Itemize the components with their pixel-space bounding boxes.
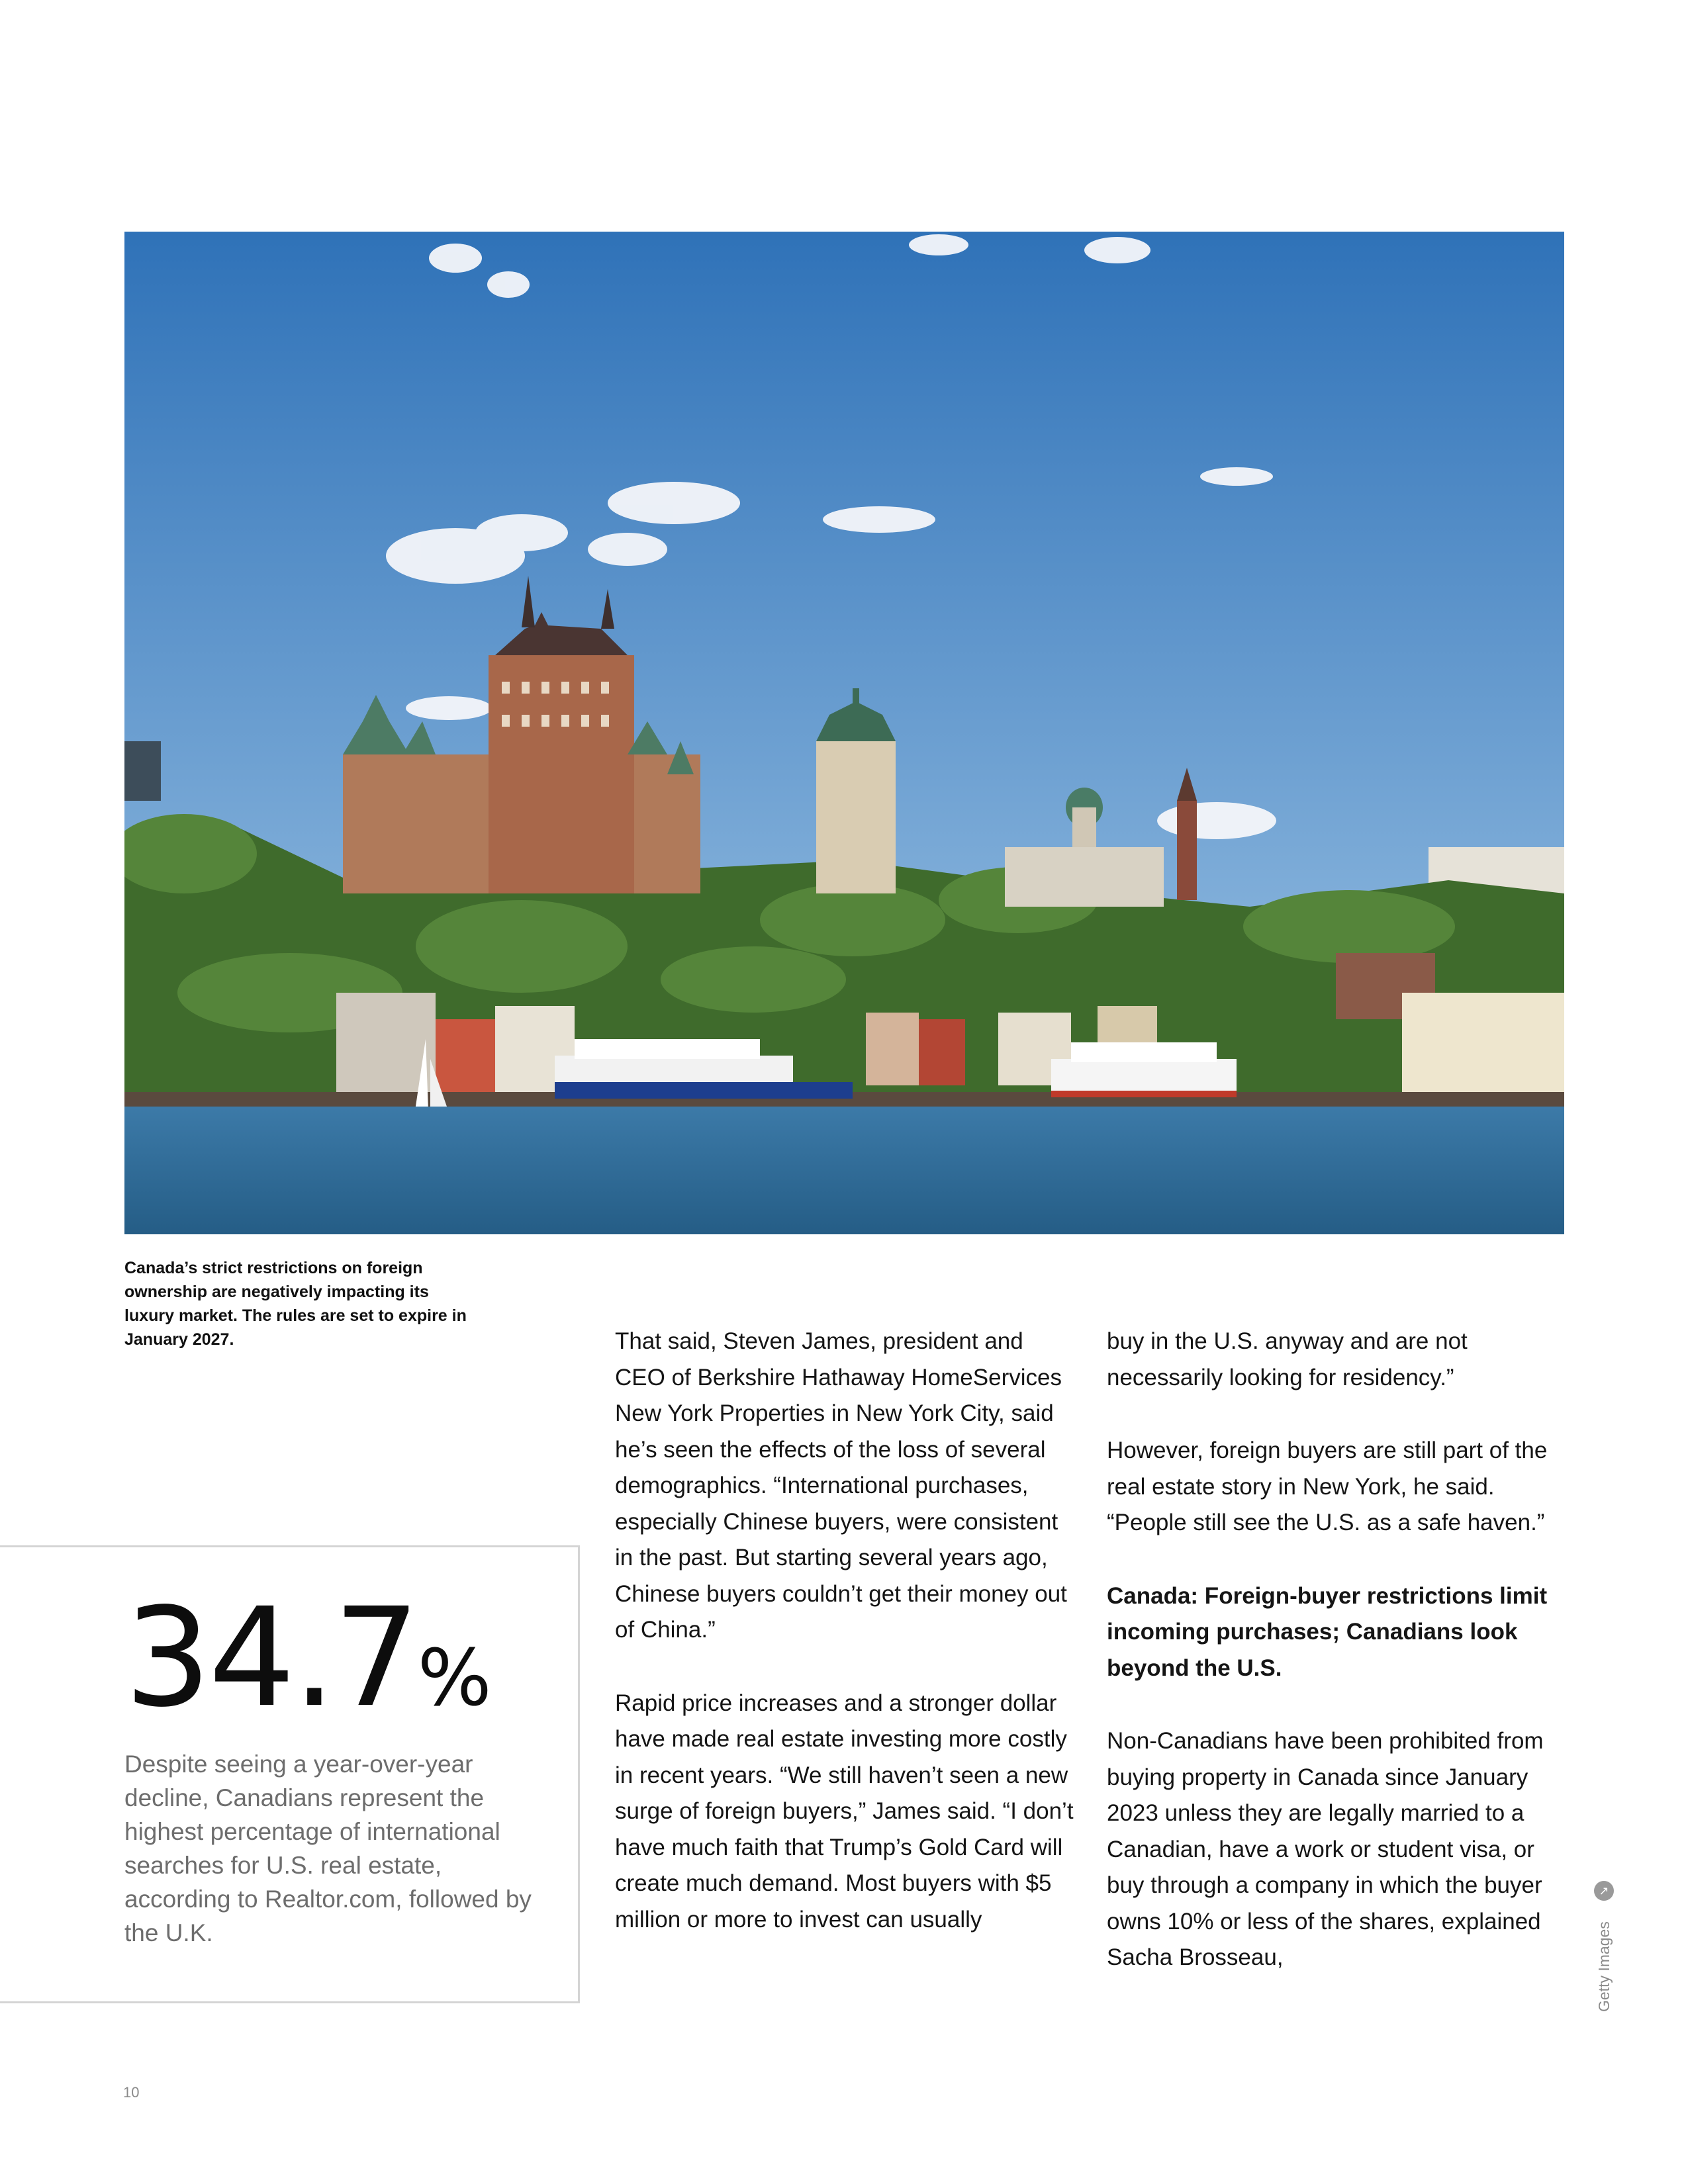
- stat-unit: %: [417, 1632, 492, 1723]
- paragraph: Rapid price increases and a stronger dollar have made real estate investing more costly in recent years. “We still haven’t seen a new surge of foreign buyers,” James said. “I don’t have much faith that Trump’s Gold Card will create much demand. Most buyers with $5 million or more to invest can usually: [615, 1690, 1074, 1933]
- getty-logo-icon: ↗: [1594, 1881, 1614, 1901]
- paragraph: That said, Steven James, president and CEO of Berkshire Hathaway HomeServices New York Properties in New York City, said he’s seen the effects of the loss of several demographics. “International purchases, especially Chinese buyers, were consistent in the past. But starting several years ago, Chinese buyers couldn’t get their money out of China.”: [615, 1328, 1067, 1643]
- photo-caption: Canada’s strict restrictions on foreign ownership are negatively impacting its luxury market. The rules are set to expire in January 2027.: [124, 1259, 467, 1349]
- stat-value: 34.7: [124, 1578, 418, 1737]
- price-building: [816, 688, 896, 893]
- section-heading: Canada: Foreign-buyer restrictions limit incoming purchases; Canadians look beyond the U.S.: [1107, 1582, 1548, 1681]
- stat-description: Despite seeing a year-over-year decline, Canadians represent the highest percentage of international searches for U.S. real estate, according to Realtor.com, followed by the U.K.: [124, 1751, 532, 1946]
- photo-credit: Getty Images: [1595, 1921, 1613, 2012]
- hero-photo: [124, 232, 1564, 1234]
- cruise-boat: [1051, 1042, 1237, 1097]
- article-column-1: [615, 1324, 1078, 1975]
- article-column-2: [1107, 1324, 1570, 2013]
- stat-number: [124, 1578, 492, 1747]
- page-number: 10: [123, 2084, 140, 2101]
- paragraph: However, foreign buyers are still part of the real estate story in New York, he said. “People still see the U.S. as a safe haven.”: [1107, 1437, 1548, 1535]
- river: [124, 1107, 1564, 1234]
- paragraph: buy in the U.S. anyway and are not necessarily looking for residency.”: [1107, 1328, 1468, 1390]
- paragraph: Non-Canadians have been prohibited from buying property in Canada since January 2023 unless they are legally married to a Canadian, have a work or student visa, or buy through a company in which the buyer owns 10% or less of the shares, explained Sacha Brosseau,: [1107, 1728, 1544, 1970]
